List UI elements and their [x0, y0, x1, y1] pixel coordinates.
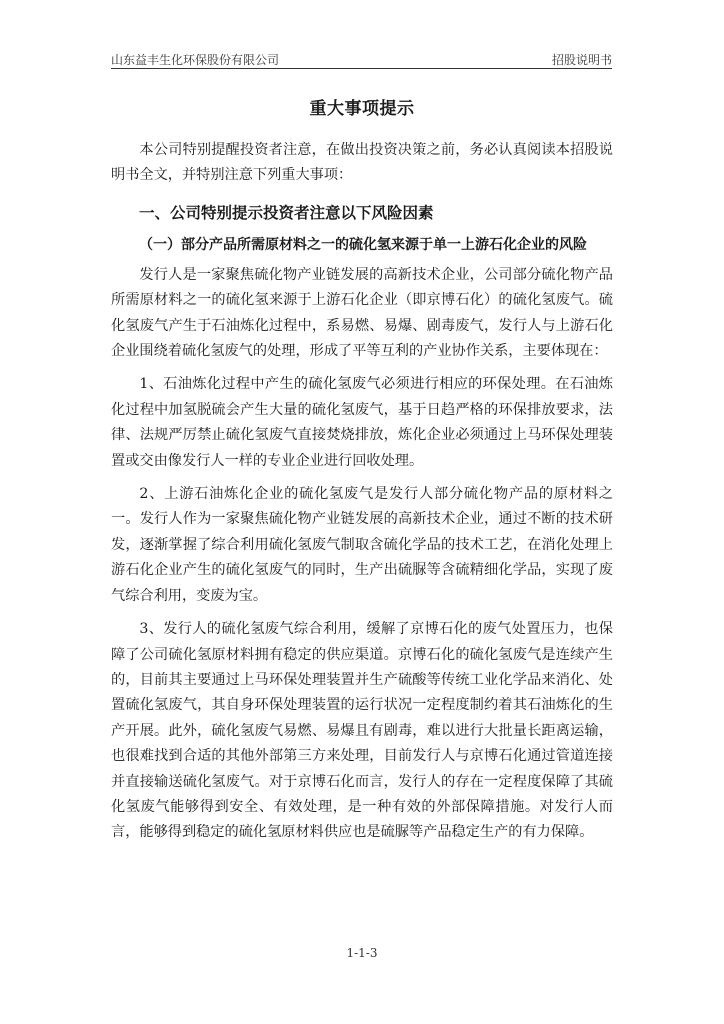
intro-paragraph: 本公司特别提醒投资者注意，在做出投资决策之前，务必认真阅读本招股说明书全文，并特别注意下列重大事项：	[111, 142, 613, 184]
body-paragraph: 1、石油炼化过程中产生的硫化氢废气必须进行相应的环保处理。在石油炼化过程中加氢脱硫会产生大量的硫化氢废气，基于日趋严格的环保排放要求，法律、法规严厉禁止硫化氢废气直接焚烧排放，炼化企业必须通过上马环保处理装置或交由像发行人一样的专业企业进行回收处理。	[111, 376, 613, 469]
header-company-name: 山东益丰生化环保股份有限公司	[111, 53, 280, 67]
body-paragraph: 3、发行人的硫化氢废气综合利用，缓解了京博石化的废气处置压力，也保障了公司硫化氢原材料拥有稳定的供应渠道。京博石化的硫化氢废气是连续产生的，目前其主要通过上马环保处理装置并生产硫酸等传统工业化学品来消化、处置硫化氢废气，其自身环保处理装置的运行状况一定程度制约着其石油炼化的生产开展。此外，硫化氢废气易燃、易爆且有剧毒，难以进行大批量长距离运输，也很难找到合适的其他外部第三方来处理，目前发行人与京博石化通过管道连接并直接输送硫化氢废气。对于京博石化而言，发行人的存在一定程度保障了其硫化氢废气能够得到安全、有效处理，是一种有效的外部保障措施。对发行人而言，能够得到稳定的硫化氢原材料供应也是硫脲等产品稳定生产的有力保障。	[111, 621, 613, 841]
subsection-heading: （一）部分产品所需原材料之一的硫化氢来源于单一上游石化企业的风险	[139, 236, 587, 253]
page-number: 1-1-3	[346, 946, 378, 960]
section-heading: 一、公司特别提示投资者注意以下风险因素	[139, 203, 434, 222]
header-divider	[111, 68, 612, 69]
page-header	[111, 52, 612, 68]
body-paragraph: 2、上游石油炼化企业的硫化氢废气是发行人部分硫化物产品的原材料之一。发行人作为一家聚焦硫化物产业链发展的高新技术企业，通过不断的技术研发，逐渐掌握了综合利用硫化氢废气制取含硫化学品的技术工艺，在消化处理上游石化企业产生的硫化氢废气的同时，生产出硫脲等含硫精细化学品，实现了废气综合利用，变废为宝。	[111, 486, 613, 604]
header-document-type: 招股说明书	[551, 53, 612, 67]
body-content	[111, 138, 613, 846]
body-paragraph: 发行人是一家聚焦硫化物产业链发展的高新技术企业，公司部分硫化物产品所需原材料之一的硫化氢来源于上游石化企业（即京博石化）的硫化氢废气。硫化氢废气产生于石油炼化过程中，系易燃、易爆、剧毒废气，发行人与上游石化企业围绕着硫化氢废气的处理，形成了平等互利的产业协作关系，主要体现在：	[111, 266, 613, 360]
page-title: 重大事项提示	[309, 99, 415, 119]
